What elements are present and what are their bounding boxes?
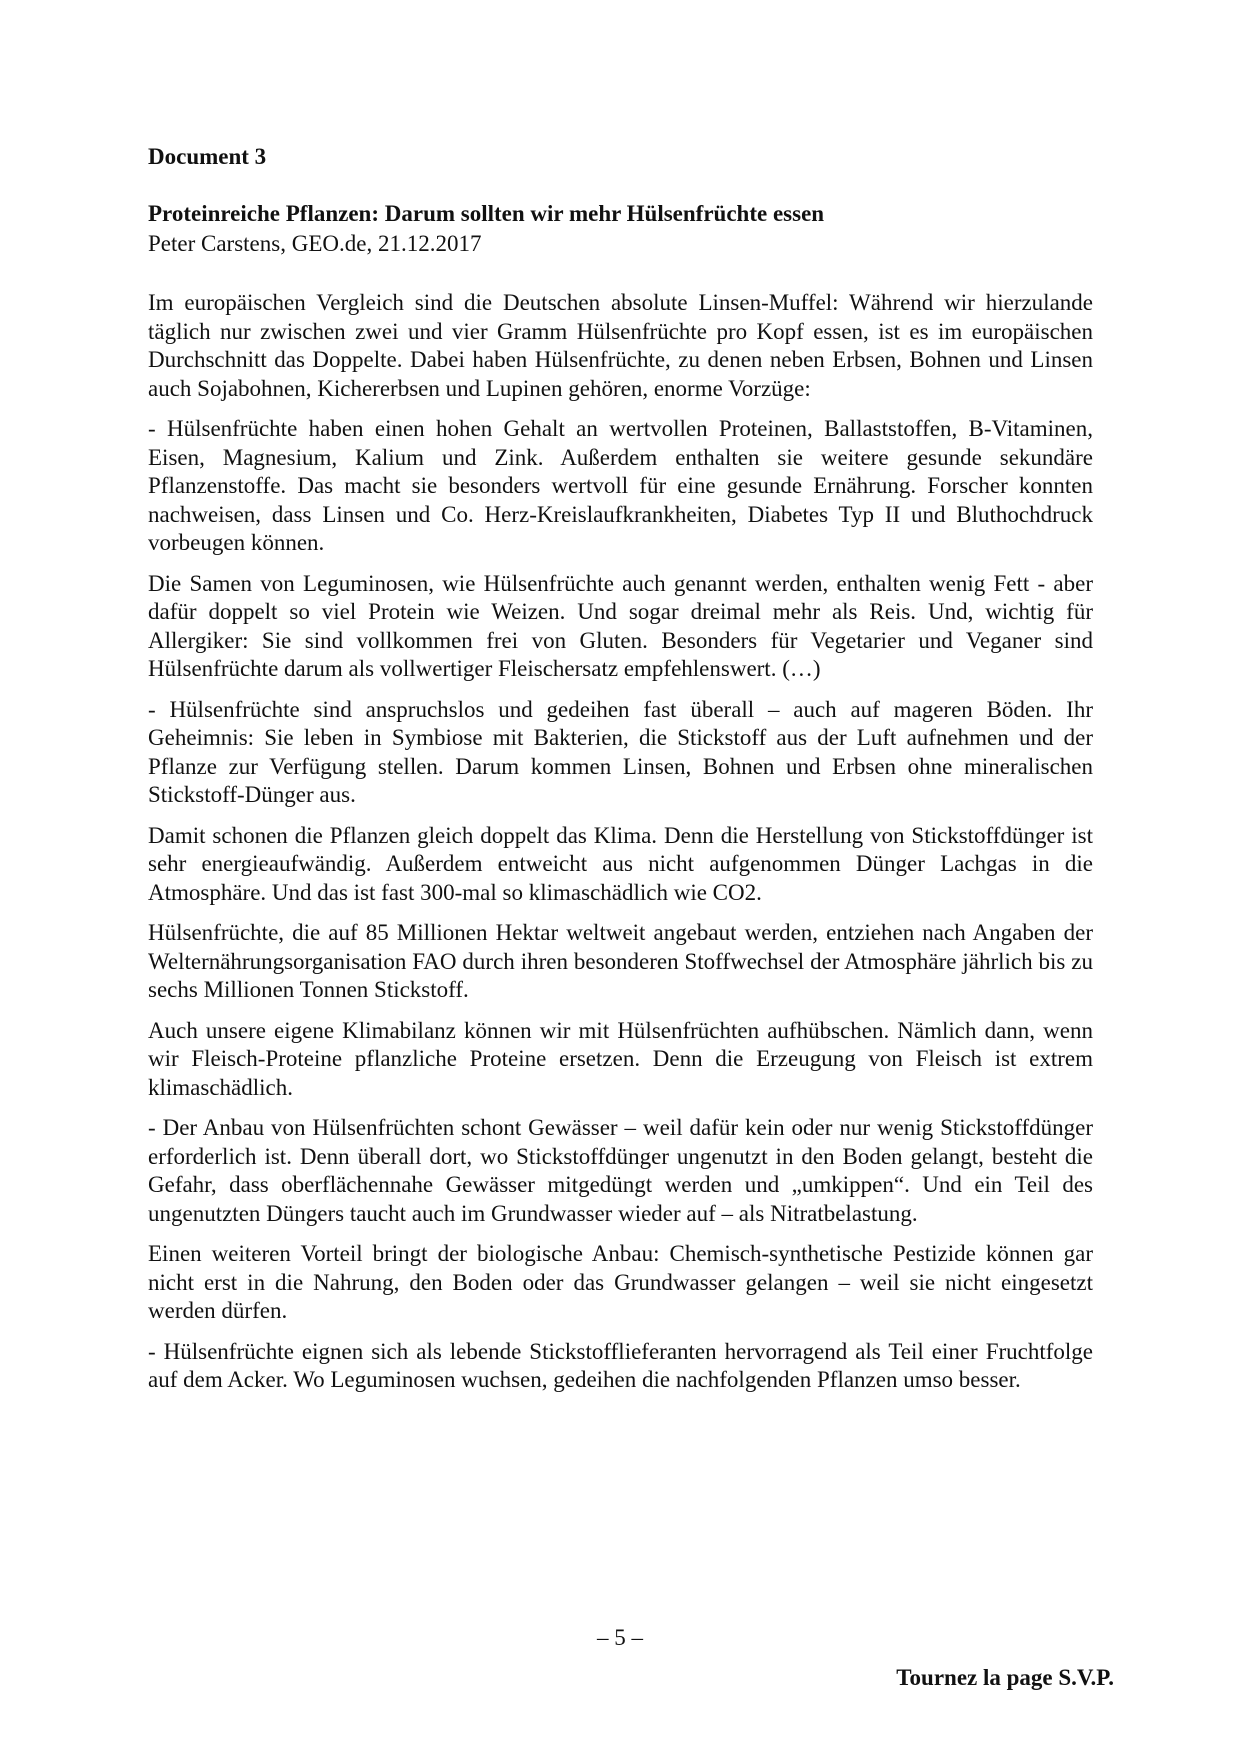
turn-page-note: Tournez la page S.V.P. [896,1665,1114,1690]
document-label: Document 3 [148,144,267,169]
article-title: Proteinreiche Pflanzen: Darum sollten wir mehr Hülsenfrüchte essen [148,201,825,226]
paragraph: Einen weiteren Vorteil bringt der biologische Anbau: Chemisch-synthetische Pestizide können gar nicht erst in die Nahrung, den Boden oder das Grundwasser gelangen – weil sie nicht eingesetzt werden dürfen. [148,1241,1093,1323]
paragraph: - Der Anbau von Hülsenfrüchten schont Gewässer – weil dafür kein oder nur wenig Stickstoffdünger erforderlich ist. Denn überall dort, wo Stickstoffdünger ungenutzt in den Boden gelangt, besteht die Gefahr, dass oberflächennahe Gewässer mitgedüngt werden und „umkippen“. Und ein Teil des ungenutzten Düngers taucht auch im Grundwasser wieder auf – als Nitratbelastung. [148,1115,1093,1226]
paragraph: Auch unsere eigene Klimabilanz können wir mit Hülsenfrüchten aufhübschen. Nämlich dann, wenn wir Fleisch-Proteine pflanzliche Proteine ersetzen. Denn die Erzeugung von Fleisch ist extrem klimaschädlich. [148,1017,1093,1100]
article-body [148,289,1093,1395]
page-number: – 5 – [597,1625,643,1650]
document-page [148,142,1093,1407]
paragraph: Damit schonen die Pflanzen gleich doppelt das Klima. Denn die Herstellung von Stickstoffdünger ist sehr energieaufwändig. Außerdem entweicht aus nicht aufgenommen Dünger Lachgas in die Atmosphäre. Und das ist fast 300-mal so klimaschädlich wie CO2. [148,822,1093,905]
paragraph: - Hülsenfrüchte sind anspruchslos und gedeihen fast überall – auch auf mageren Böden. Ihr Geheimnis: Sie leben in Symbiose mit Bakterien, die Stickstoff aus der Luft aufnehmen und der Pflanze zur Verfügung stellen. Darum kommen Linsen, Bohnen und Erbsen ohne mineralischen Stickstoff-Dünger aus. [148,696,1093,807]
paragraph: Hülsenfrüchte, die auf 85 Millionen Hektar weltweit angebaut werden, entziehen nach Angaben der Welternährungsorganisation FAO durch ihren besonderen Stoffwechsel der Atmosphäre jährlich bis zu sechs Millionen Tonnen Stickstoff. [148,920,1093,1002]
paragraph: - Hülsenfrüchte eignen sich als lebende Stickstofflieferanten hervorragend als Teil einer Fruchtfolge auf dem Acker. Wo Leguminosen wuchsen, gedeihen die nachfolgenden Pflanzen umso besser. [148,1338,1093,1392]
paragraph: - Hülsenfrüchte haben einen hohen Gehalt an wertvollen Proteinen, Ballaststoffen, B-Vitaminen, Eisen, Magnesium, Kalium und Zink. Außerdem enthalten sie weitere gesunde sekundäre Pflanzenstoffe. Das macht sie besonders wertvoll für eine gesunde Ernährung. Forscher konnten nachweisen, dass Linsen und Co. Herz-Kreislaufkrankheiten, Diabetes Typ II und Bluthochdruck vorbeugen können. [148,416,1093,555]
paragraph: Die Samen von Leguminosen, wie Hülsenfrüchte auch genannt werden, enthalten wenig Fett - aber dafür doppelt so viel Protein wie Weizen. Und sogar dreimal mehr als Reis. Und, wichtig für Allergiker: Sie sind vollkommen frei von Gluten. Besonders für Vegetarier und Veganer sind Hülsenfrüchte darum als vollwertiger Fleischersatz empfehlenswert. (…) [148,570,1093,681]
paragraph: Im europäischen Vergleich sind die Deutschen absolute Linsen-Muffel: Während wir hierzulande täglich nur zwischen zwei und vier Gramm Hülsenfrüchte pro Kopf essen, ist es im europäischen Durchschnitt das Doppelte. Dabei haben Hülsenfrüchte, zu denen neben Erbsen, Bohnen und Linsen auch Sojabohnen, Kichererbsen und Lupinen gehören, enorme Vorzüge: [148,290,1093,401]
article-byline: Peter Carstens, GEO.de, 21.12.2017 [148,231,482,256]
